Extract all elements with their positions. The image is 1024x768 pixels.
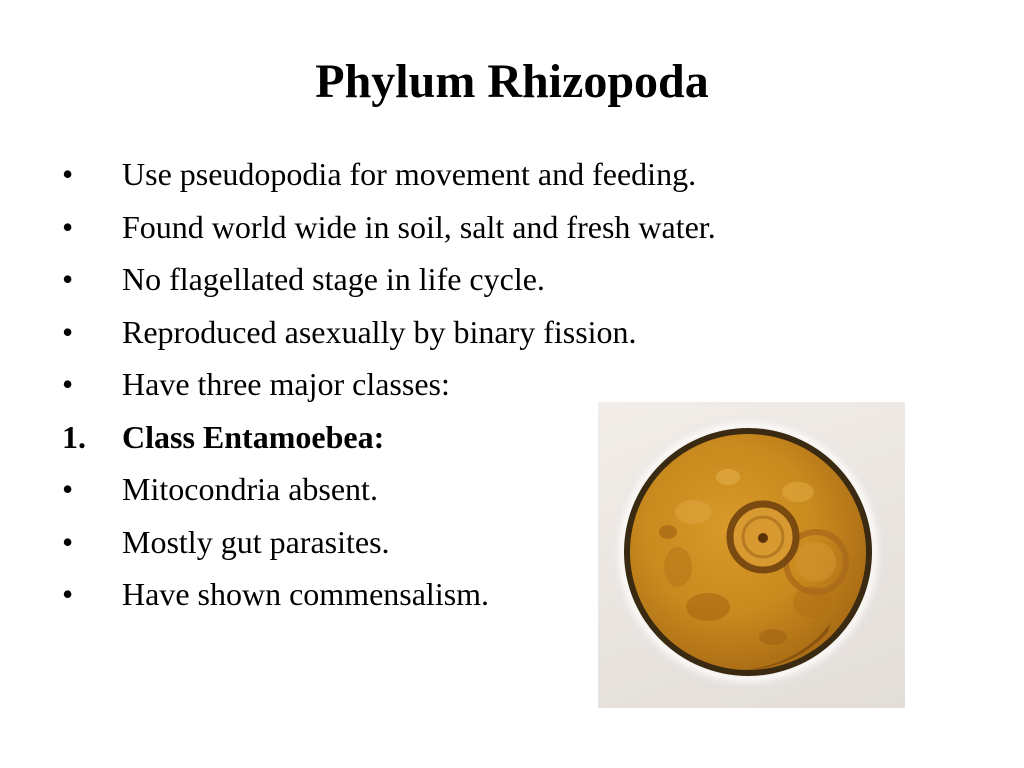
bullet-marker: • bbox=[62, 156, 74, 192]
list-item-text: Mostly gut parasites. bbox=[122, 523, 390, 560]
list-item bbox=[62, 516, 622, 569]
entamoeba-cyst-image bbox=[598, 402, 905, 708]
list-item-heading bbox=[62, 411, 622, 464]
bullet-marker: • bbox=[62, 366, 74, 402]
list-item-text: Reproduced asexually by binary fission. bbox=[122, 313, 637, 350]
bullet-list bbox=[62, 148, 716, 621]
list-item bbox=[62, 463, 622, 516]
number-marker: 1. bbox=[62, 418, 86, 455]
list-item bbox=[62, 201, 716, 254]
micrograph-illustration bbox=[598, 402, 905, 708]
bullet-marker: • bbox=[62, 208, 74, 245]
list-item bbox=[62, 253, 622, 306]
list-item-text: Class Entamoebea: bbox=[122, 418, 385, 455]
karyosome bbox=[758, 533, 768, 543]
secondary-nucleus-core bbox=[796, 542, 836, 582]
slide-title: Phylum Rhizopoda bbox=[315, 55, 709, 108]
list-item-text: Use pseudopodia for movement and feeding. bbox=[122, 156, 697, 192]
list-item bbox=[62, 306, 637, 359]
list-item-text: Have shown commensalism. bbox=[122, 576, 490, 612]
list-item-text: Found world wide in soil, salt and fresh water. bbox=[122, 208, 716, 245]
list-item bbox=[62, 148, 697, 201]
list-item bbox=[62, 358, 622, 411]
bullet-marker: • bbox=[62, 313, 74, 350]
list-item bbox=[62, 568, 622, 621]
bullet-marker: • bbox=[62, 576, 74, 612]
bullet-marker: • bbox=[62, 261, 74, 297]
bullet-marker: • bbox=[62, 523, 74, 560]
list-item-text: Mitocondria absent. bbox=[122, 471, 378, 507]
list-item-text: Have three major classes: bbox=[122, 366, 450, 402]
bullet-marker: • bbox=[62, 471, 74, 507]
list-item-text: No flagellated stage in life cycle. bbox=[122, 261, 545, 297]
